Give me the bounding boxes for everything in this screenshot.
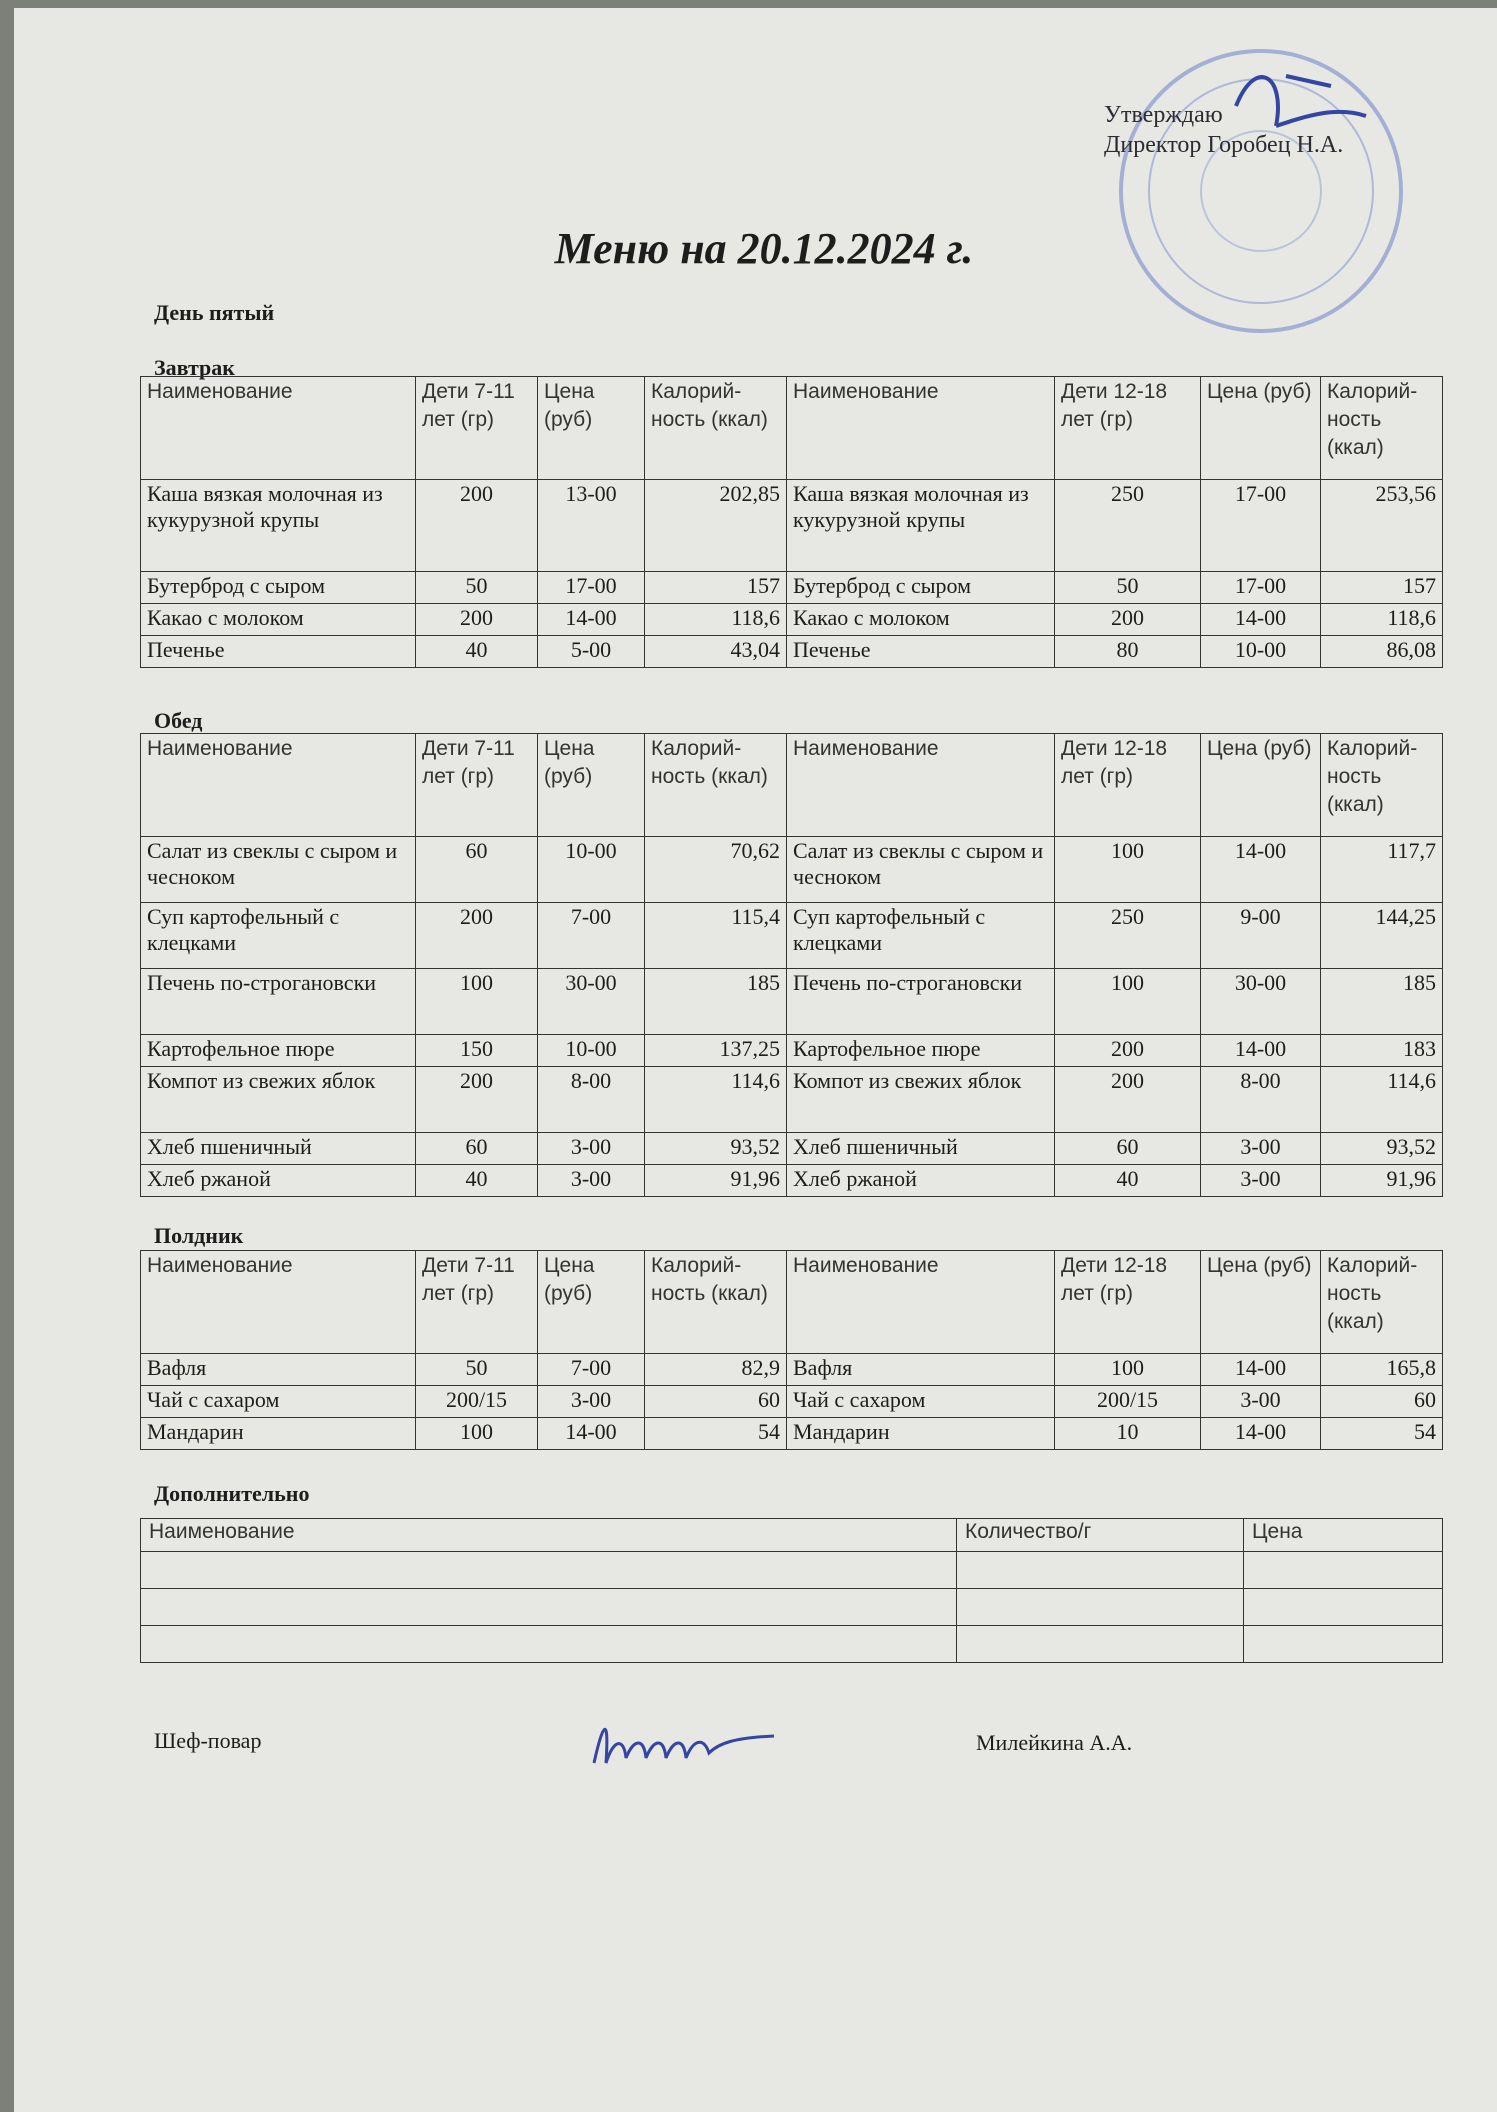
table-row: Какао с молоком 200 14-00 118,6 Какао с молоком 200 14-00 118,6 — [141, 604, 1443, 636]
document-sheet — [14, 8, 1497, 2112]
col-header-name: Наименование — [787, 377, 1055, 480]
col-header-calories: Калорий-ность (ккал) — [1321, 734, 1443, 837]
chef-signature — [584, 1708, 784, 1778]
col-header-name: Наименование — [787, 734, 1055, 837]
table-row: Бутерброд с сыром 50 17-00 157 Бутерброд с сыром 50 17-00 157 — [141, 572, 1443, 604]
col-header-qty-junior: Дети 7-11 лет (гр) — [416, 377, 538, 480]
chef-name: Милейкина А.А. — [976, 1730, 1133, 1755]
section-title-breakfast: Завтрак — [154, 355, 235, 380]
page-title: Меню на 20.12.2024 г. — [554, 224, 974, 273]
table-row: Хлеб ржаной 40 3-00 91,96 Хлеб ржаной 40 3-00 91,96 — [141, 1165, 1443, 1197]
col-header-price: Цена (руб) — [538, 1251, 645, 1354]
table-row: Салат из свеклы с сыром и чесноком 60 10-00 70,62 Салат из свеклы с сыром и чесноком 100 14-00 117,7 — [141, 837, 1443, 903]
col-header-calories: Калорий-ность (ккал) — [1321, 1251, 1443, 1354]
chef-label: Шеф-повар — [154, 1728, 262, 1753]
day-label: День пятый — [154, 300, 275, 325]
col-header-price: Цена (руб) — [538, 377, 645, 480]
section-title-extra: Дополнительно — [154, 1481, 310, 1506]
col-header-qty-senior: Дети 12-18 лет (гр) — [1055, 734, 1201, 837]
col-header-name: Наименование — [787, 1251, 1055, 1354]
col-header-name: Наименование — [141, 1251, 416, 1354]
table-row: Чай с сахаром 200/15 3-00 60 Чай с сахаром 200/15 3-00 60 — [141, 1386, 1443, 1418]
lunch-table — [140, 733, 1443, 1197]
col-header-name: Наименование — [141, 1519, 957, 1552]
col-header-price: Цена (руб) — [1201, 377, 1321, 480]
table-row: Картофельное пюре 150 10-00 137,25 Картофельное пюре 200 14-00 183 — [141, 1035, 1443, 1067]
col-header-qty-junior: Дети 7-11 лет (гр) — [416, 1251, 538, 1354]
table-row: Суп картофельный с клецками 200 7-00 115,4 Суп картофельный с клецками 250 9-00 144,25 — [141, 903, 1443, 969]
col-header-qty-senior: Дети 12-18 лет (гр) — [1055, 1251, 1201, 1354]
col-header-price: Цена — [1244, 1519, 1443, 1552]
col-header-name: Наименование — [141, 377, 416, 480]
col-header-name: Наименование — [141, 734, 416, 837]
table-row — [141, 1552, 1443, 1589]
table-row — [141, 1589, 1443, 1626]
table-row: Печень по-строгановски 100 30-00 185 Печень по-строгановски 100 30-00 185 — [141, 969, 1443, 1035]
col-header-price: Цена (руб) — [1201, 1251, 1321, 1354]
approval-director: Директор Горобец Н.А. — [1104, 132, 1344, 158]
col-header-qty-senior: Дети 12-18 лет (гр) — [1055, 377, 1201, 480]
col-header-price: Цена (руб) — [1201, 734, 1321, 837]
table-row: Каша вязкая молочная из кукурузной крупы 200 13-00 202,85 Каша вязкая молочная из кукурузной крупы 250 17-00 253,56 — [141, 480, 1443, 572]
section-title-lunch: Обед — [154, 708, 203, 733]
col-header-calories: Калорий-ность (ккал) — [645, 1251, 787, 1354]
table-row: Компот из свежих яблок 200 8-00 114,6 Компот из свежих яблок 200 8-00 114,6 — [141, 1067, 1443, 1133]
table-row: Печенье 40 5-00 43,04 Печенье 80 10-00 86,08 — [141, 636, 1443, 668]
table-row — [141, 1626, 1443, 1663]
snack-table — [140, 1250, 1443, 1450]
table-row: Вафля 50 7-00 82,9 Вафля 100 14-00 165,8 — [141, 1354, 1443, 1386]
approval-block — [1104, 100, 1343, 160]
approval-label: Утверждаю — [1104, 102, 1223, 128]
col-header-quantity: Количество/г — [957, 1519, 1244, 1552]
col-header-calories: Калорий-ность (ккал) — [645, 377, 787, 480]
col-header-price: Цена (руб) — [538, 734, 645, 837]
col-header-qty-junior: Дети 7-11 лет (гр) — [416, 734, 538, 837]
table-row: Мандарин 100 14-00 54 Мандарин 10 14-00 54 — [141, 1418, 1443, 1450]
section-title-snack: Полдник — [154, 1223, 244, 1248]
extra-table — [140, 1518, 1443, 1663]
col-header-calories: Калорий-ность (ккал) — [645, 734, 787, 837]
col-header-calories: Калорий-ность (ккал) — [1321, 377, 1443, 480]
breakfast-table — [140, 376, 1443, 668]
table-row: Хлеб пшеничный 60 3-00 93,52 Хлеб пшеничный 60 3-00 93,52 — [141, 1133, 1443, 1165]
official-seal — [1116, 46, 1406, 336]
